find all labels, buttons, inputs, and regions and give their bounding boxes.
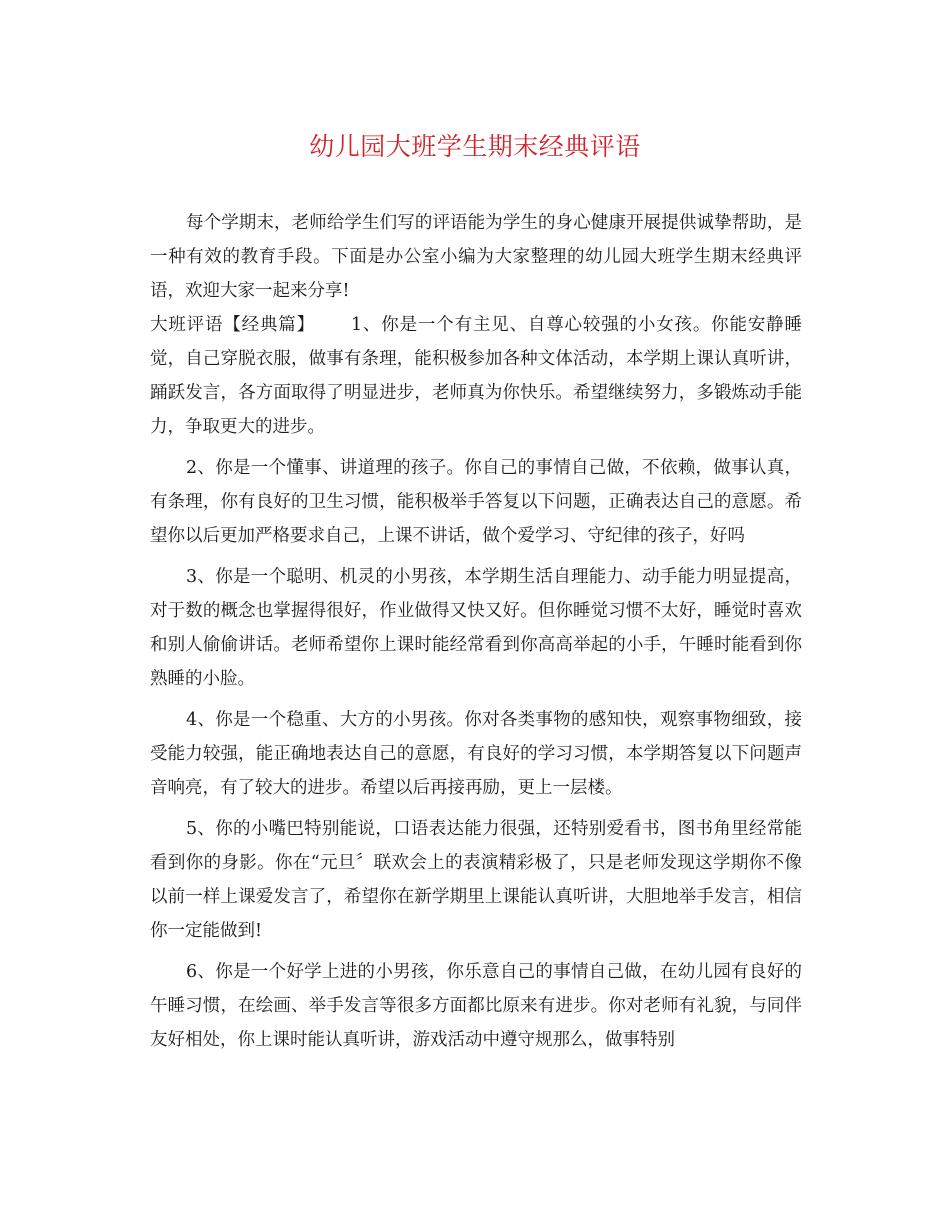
document-title: 幼儿园大班学生期末经典评语	[309, 132, 641, 161]
comment-paragraph-6: 6、你是一个好学上进的小男孩，你乐意自己的事情自己做，在幼儿园有良好的午睡习惯，在绘画、举手发言等很多方面都比原来有进步。你对老师有礼貌，与同伴友好相处，你上课时能认真听讲，游戏活动中遵守规那么，做事特别	[150, 962, 802, 1050]
section-label: 大班评语【经典篇】	[150, 315, 315, 335]
document-body	[150, 206, 802, 1057]
comment-paragraph-5: 5、你的小嘴巴特别能说，口语表达能力很强，还特别爱看书，图书角里经常能看到你的身影。你在“元旦〞联欢会上的表演精彩极了，只是老师发现这学期你不像以前一样上课爱发言了，希望你在新学期里上课能认真听讲，大胆地举手发言，相信你一定能做到!	[150, 819, 802, 941]
comment-paragraph-1	[150, 308, 802, 444]
intro-paragraph: 每个学期末，老师给学生们写的评语能为学生的身心健康开展提供诚挚帮助，是一种有效的教育手段。下面是办公室小编为大家整理的幼儿园大班学生期末经典评语，欢迎大家一起来分享!	[150, 213, 802, 301]
comment-paragraph-4: 4、你是一个稳重、大方的小男孩。你对各类事物的感知快，观察事物细致，接受能力较强，能正确地表达自己的意愿，有良好的学习习惯，本学期答复以下问题声音响亮，有了较大的进步。希望以后再接再励，更上一层楼。	[150, 710, 802, 798]
comment-text-1: 1、你是一个有主见、自尊心较强的小女孩。你能安静睡觉，自己穿脱衣服，做事有条理，能积极参加各种文体活动，本学期上课认真听讲，踊跃发言，各方面取得了明显进步，老师真为你快乐。希望继续努力，多锻炼动手能力，争取更大的进步。	[150, 315, 802, 437]
comment-paragraph-3: 3、你是一个聪明、机灵的小男孩，本学期生活自理能力、动手能力明显提高，对于数的概念也掌握得很好，作业做得又快又好。但你睡觉习惯不太好，睡觉时喜欢和别人偷偷讲话。老师希望你上课时能经常看到你高高举起的小手，午睡时能看到你熟睡的小脸。	[150, 567, 802, 689]
comment-paragraph-2: 2、你是一个懂事、讲道理的孩子。你自己的事情自己做，不依赖，做事认真，有条理，你有良好的卫生习惯，能积极举手答复以下问题，正确表达自己的意愿。希望你以后更加严格要求自己，上课不讲话，做个爱学习、守纪律的孩子，好吗	[150, 458, 802, 546]
